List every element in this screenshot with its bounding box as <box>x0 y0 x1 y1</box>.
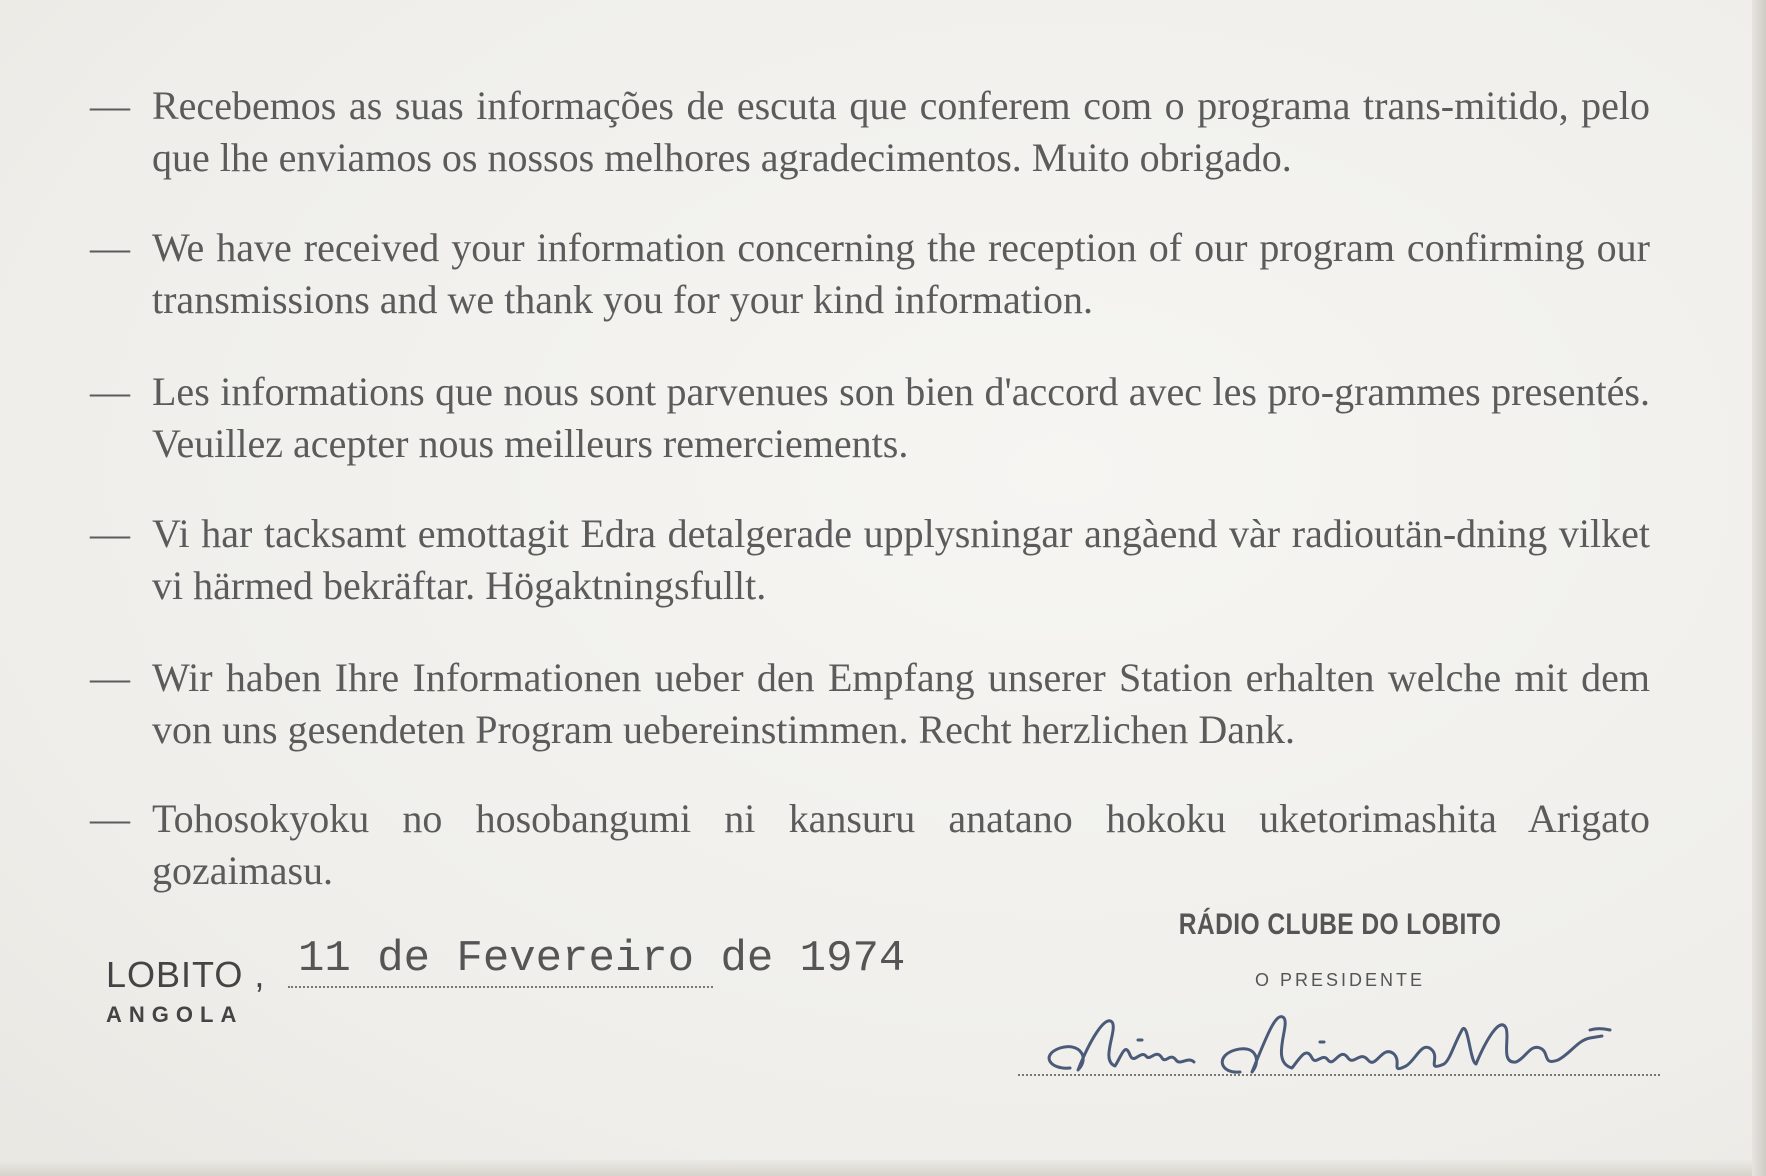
date-dotted-line <box>288 986 713 988</box>
typed-date: 11 de Fevereiro de 1974 <box>298 934 906 984</box>
paragraph-text: Les informations que nous sont parvenues son bien d'accord avec les pro-grammes presentés. Veuillez acepter nous meilleurs remerciements. <box>152 369 1650 466</box>
dash: — <box>90 511 130 556</box>
organization-name: RÁDIO CLUBE DO LOBITO <box>1178 908 1502 941</box>
place-name: LOBITO , <box>106 954 266 995</box>
paragraph-text: Recebemos as suas informações de escuta que conferem com o programa trans-mitido, pelo que lhe enviamos os nossos melhores agradecimentos. Muito obrigado. <box>152 83 1650 180</box>
signature-dotted-line <box>1018 1074 1660 1076</box>
paragraph-japanese <box>90 793 1650 897</box>
paragraph-text: Vi har tacksamt emottagit Edra detalgerade upplysningar angàend vàr radioutän-dning vilket vi härmed bekräftar. Högaktningsfullt. <box>152 511 1650 608</box>
dash: — <box>90 655 130 700</box>
dash: — <box>90 225 130 270</box>
handwritten-signature <box>1030 1000 1670 1090</box>
paragraph-text: Wir haben Ihre Informationen ueber den Empfang unserer Station erhalten welche mit dem von uns gesendeten Program uebereinstimmen. Recht herzlichen Dank. <box>152 655 1650 752</box>
country-name: ANGOLA <box>106 1002 244 1027</box>
signatory-role: O PRESIDENTE <box>1254 970 1426 990</box>
paragraph-french <box>90 366 1650 470</box>
dash: — <box>90 369 130 414</box>
paragraph-portuguese <box>90 80 1650 184</box>
paragraph-english <box>90 222 1650 326</box>
paragraph-text: Tohosokyoku no hosobangumi ni kansuru anatano hokoku uketorimashita Arigato gozaimasu. <box>152 796 1650 893</box>
paragraph-german <box>90 652 1650 756</box>
dash: — <box>90 796 130 841</box>
paragraph-swedish <box>90 508 1650 612</box>
dash: — <box>90 83 130 128</box>
paragraph-text: We have received your information concerning the reception of our program confirming our transmissions and we thank you for your kind information. <box>152 225 1650 322</box>
